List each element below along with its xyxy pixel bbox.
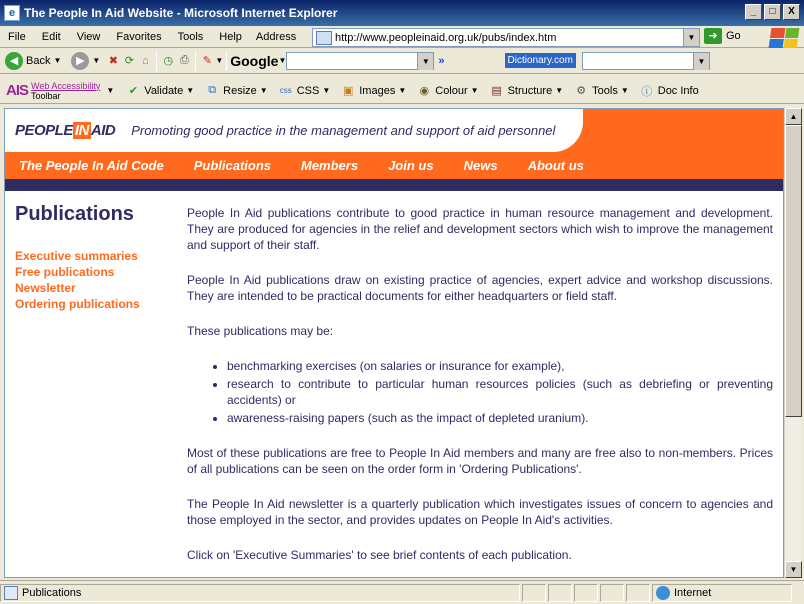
paragraph: People In Aid publications contribute to good practice in human resource management and development. They are produced for agencies in the relief and development sectors which wish to improve the management and support of their staff. bbox=[187, 206, 773, 252]
globe-icon bbox=[656, 586, 670, 600]
toolbar-separator bbox=[226, 51, 227, 71]
minimize-button[interactable]: _ bbox=[745, 4, 762, 20]
colour-button[interactable]: ◉ Colour ▼ bbox=[411, 80, 483, 102]
print-icon[interactable]: ⎙ bbox=[179, 54, 189, 66]
sidebar-link-executive-summaries[interactable]: Executive summaries bbox=[15, 249, 138, 263]
scroll-thumb[interactable] bbox=[785, 125, 802, 417]
close-button[interactable]: X bbox=[783, 4, 800, 20]
nav-join-us[interactable]: Join us bbox=[388, 158, 434, 173]
menu-bar bbox=[0, 26, 804, 48]
status-cell bbox=[548, 584, 572, 602]
checkmark-icon: ✔ bbox=[128, 85, 138, 97]
ais-label[interactable]: Web Accessibility Toolbar bbox=[31, 80, 101, 101]
images-button[interactable]: ▣ Images ▼ bbox=[335, 80, 411, 102]
sidebar bbox=[15, 203, 175, 312]
palette-icon: ◉ bbox=[419, 85, 430, 97]
status-cell bbox=[574, 584, 598, 602]
back-button[interactable] bbox=[0, 50, 66, 72]
dictionary-dropdown-icon[interactable]: ▼ bbox=[693, 53, 709, 70]
sidebar-link-free-publications[interactable]: Free publications bbox=[15, 265, 115, 279]
list-item: • awareness-raising papers (such as the impact of depleted uranium). bbox=[227, 410, 773, 426]
windows-logo-icon bbox=[769, 28, 800, 48]
edit-icon[interactable]: ✎ bbox=[202, 55, 212, 67]
main-content bbox=[187, 205, 773, 578]
doc-info-button[interactable]: ⓘ Doc Info bbox=[634, 80, 704, 102]
page-title: Publications bbox=[15, 203, 134, 225]
site-tagline: Promoting good practice in the management and support of aid personnel bbox=[131, 123, 556, 138]
forward-button[interactable] bbox=[66, 50, 105, 72]
nav-about-us[interactable]: About us bbox=[527, 158, 584, 173]
go-label: Go bbox=[726, 30, 741, 42]
ais-logo[interactable]: AIS bbox=[6, 82, 29, 99]
vertical-scrollbar[interactable] bbox=[784, 108, 801, 578]
paragraph: These publications may be: bbox=[187, 324, 334, 338]
publication-types-list bbox=[227, 358, 773, 426]
address-dropdown-icon[interactable]: ▼ bbox=[683, 29, 699, 46]
google-dropdown-icon[interactable]: ▼ bbox=[278, 56, 287, 65]
google-search-dropdown-icon[interactable]: ▼ bbox=[417, 53, 433, 70]
menu-file[interactable]: File bbox=[8, 30, 26, 43]
status-cell bbox=[522, 584, 546, 602]
more-chevron-icon[interactable]: » bbox=[438, 54, 445, 67]
status-text-cell bbox=[0, 584, 520, 602]
validate-button[interactable]: ✔ Validate ▼ bbox=[120, 80, 199, 102]
tools-icon: ⚙ bbox=[576, 85, 587, 97]
address-bar[interactable] bbox=[312, 28, 700, 47]
menu-tools[interactable]: Tools bbox=[177, 30, 204, 43]
site-nav bbox=[5, 152, 784, 179]
google-logo[interactable]: Google bbox=[230, 52, 279, 69]
nav-publications[interactable]: Publications bbox=[193, 158, 271, 173]
css-button[interactable]: css CSS ▼ bbox=[279, 84, 331, 97]
window-title: The People In Aid Website - Microsoft Internet Explorer bbox=[24, 6, 338, 20]
status-bar bbox=[0, 580, 804, 604]
css-icon: css bbox=[279, 86, 292, 95]
title-bar bbox=[0, 0, 804, 26]
google-search-input[interactable] bbox=[286, 52, 434, 70]
ais-dropdown-icon[interactable]: ▼ bbox=[106, 86, 115, 95]
resize-icon: ⧉ bbox=[208, 84, 217, 96]
nav-members[interactable]: Members bbox=[301, 158, 359, 173]
status-cell bbox=[600, 584, 624, 602]
paragraph: The People In Aid newsletter is a quarterly publication which investigates issues of concern to agencies and those employed in the sector, and provides updates on People In Aid's activities. bbox=[187, 497, 773, 527]
toolbar-separator bbox=[156, 51, 157, 71]
menu-edit[interactable]: Edit bbox=[41, 30, 61, 43]
site-header bbox=[5, 109, 784, 152]
status-cell bbox=[626, 584, 650, 602]
back-arrow-icon: ◀ bbox=[5, 52, 23, 70]
forward-dropdown-icon[interactable]: ▼ bbox=[92, 56, 101, 65]
dictionary-input[interactable] bbox=[582, 52, 710, 70]
menu-favorites[interactable]: Favorites bbox=[116, 30, 162, 43]
sidebar-link-ordering-publications[interactable]: Ordering publications bbox=[15, 297, 140, 311]
paragraph: Click on 'Executive Summaries' to see brief contents of each publication. bbox=[187, 548, 572, 562]
structure-icon: ▤ bbox=[491, 85, 502, 97]
toolbar-separator bbox=[195, 51, 196, 71]
menu-view[interactable]: View bbox=[76, 30, 101, 43]
page-icon bbox=[316, 31, 332, 45]
resize-button[interactable]: ⧉ Resize ▼ bbox=[199, 80, 273, 102]
nav-news[interactable]: News bbox=[463, 158, 498, 173]
standard-toolbar bbox=[0, 48, 804, 74]
stop-icon[interactable]: ✖ bbox=[108, 55, 118, 67]
sidebar-link-newsletter[interactable]: Newsletter bbox=[15, 281, 76, 295]
refresh-icon[interactable]: ⟳ bbox=[124, 55, 134, 67]
list-item: • benchmarking exercises (on salaries or insurance for example), bbox=[227, 358, 773, 374]
edit-dropdown-icon[interactable]: ▼ bbox=[215, 56, 224, 65]
page-status-icon bbox=[4, 586, 18, 600]
go-button[interactable] bbox=[704, 28, 741, 44]
info-icon: ⓘ bbox=[641, 85, 653, 98]
zone-text: Internet bbox=[674, 586, 712, 599]
scroll-down-icon[interactable]: ▼ bbox=[785, 561, 802, 578]
forward-arrow-icon: ▶ bbox=[71, 52, 89, 70]
history-icon[interactable]: ◷ bbox=[163, 55, 174, 67]
list-item: • research to contribute to particular human resources policies (such as debriefing or preventing accidents) or bbox=[227, 376, 773, 408]
ie-icon: e bbox=[4, 5, 20, 21]
back-label: Back bbox=[26, 54, 51, 67]
page-viewport bbox=[4, 108, 784, 578]
maximize-button[interactable]: □ bbox=[764, 4, 781, 20]
address-label: Address bbox=[255, 30, 297, 43]
paragraph: Most of these publications are free to People In Aid members and many are free also to non-members. Prices of all publications can be seen on the order form in 'Ordering Publications'. bbox=[187, 446, 773, 476]
header-divider bbox=[5, 179, 784, 191]
menu-help[interactable]: Help bbox=[219, 30, 242, 43]
status-text: Publications bbox=[22, 586, 82, 599]
dictionary-button[interactable]: Dictionary.com bbox=[505, 53, 576, 68]
accessibility-toolbar bbox=[0, 78, 804, 104]
home-icon[interactable]: ⌂ bbox=[141, 54, 149, 67]
people-in-aid-logo[interactable]: PEOPLE IN AID bbox=[15, 122, 116, 139]
address-url[interactable]: http://www.peopleinaid.org.uk/pubs/index.htm bbox=[335, 31, 557, 44]
structure-button[interactable]: ▤ Structure ▼ bbox=[484, 80, 569, 102]
back-dropdown-icon[interactable]: ▼ bbox=[53, 56, 62, 65]
tools-button[interactable]: ⚙ Tools ▼ bbox=[568, 80, 634, 102]
scroll-up-icon[interactable]: ▲ bbox=[785, 108, 802, 125]
paragraph: People In Aid publications draw on existing practice of agencies, expert advice and workshop discussions. They are intended to be practical documents for either headquarters or field staff. bbox=[187, 273, 773, 303]
go-arrow-icon: ➜ bbox=[704, 28, 722, 44]
zone-cell bbox=[652, 584, 792, 602]
nav-code[interactable]: The People In Aid Code bbox=[19, 158, 164, 173]
images-icon: ▣ bbox=[343, 85, 354, 97]
